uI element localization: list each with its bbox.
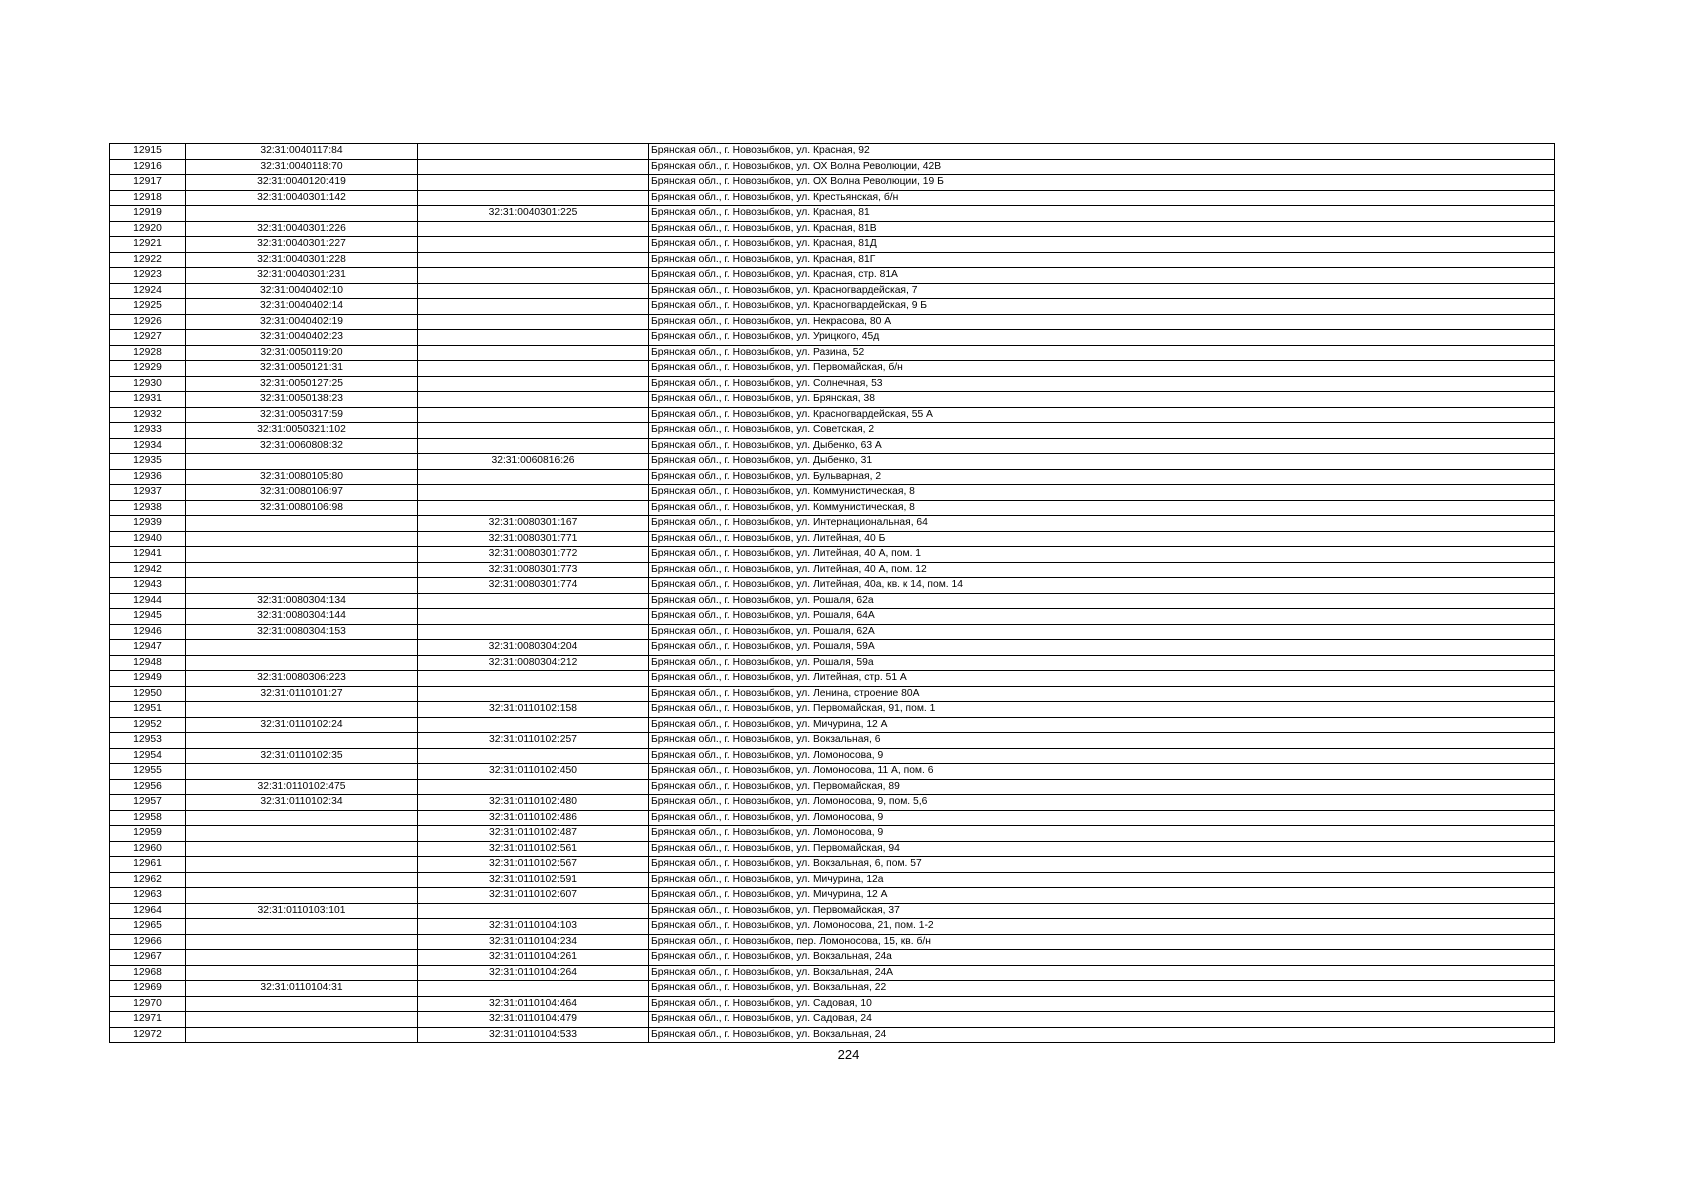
cadastral-number-cell: 32:31:0050127:25	[186, 376, 418, 392]
address-cell: Брянская обл., г. Новозыбков, ул. Вокзальная, 24	[649, 1027, 1555, 1043]
cadastral-number-secondary-cell	[418, 361, 649, 377]
cadastral-number-cell	[186, 531, 418, 547]
address-cell: Брянская обл., г. Новозыбков, ул. Мичурина, 12 А	[649, 717, 1555, 733]
cadastral-number-cell: 32:31:0050119:20	[186, 345, 418, 361]
table-row	[110, 407, 1555, 423]
address-cell: Брянская обл., г. Новозыбков, ул. Ломоносова, 21, пом. 1-2	[649, 919, 1555, 935]
address-cell: Брянская обл., г. Новозыбков, ул. Красная, 81	[649, 206, 1555, 222]
row-number-cell: 12953	[110, 733, 186, 749]
row-number-cell: 12937	[110, 485, 186, 501]
row-number-cell: 12926	[110, 314, 186, 330]
row-number-cell: 12929	[110, 361, 186, 377]
address-cell: Брянская обл., г. Новозыбков, ул. Некрасова, 80 А	[649, 314, 1555, 330]
row-number-cell: 12940	[110, 531, 186, 547]
table-row	[110, 485, 1555, 501]
address-cell: Брянская обл., г. Новозыбков, ул. Коммунистическая, 8	[649, 485, 1555, 501]
table-row	[110, 562, 1555, 578]
row-number-cell: 12915	[110, 144, 186, 160]
row-number-cell: 12957	[110, 795, 186, 811]
cadastral-number-secondary-cell	[418, 299, 649, 315]
address-cell: Брянская обл., г. Новозыбков, ул. Вокзальная, 24а	[649, 950, 1555, 966]
row-number-cell: 12962	[110, 872, 186, 888]
cadastral-number-cell: 32:31:0050317:59	[186, 407, 418, 423]
cadastral-number-secondary-cell: 32:31:0110102:450	[418, 764, 649, 780]
address-cell: Брянская обл., г. Новозыбков, ул. Красногвардейская, 9 Б	[649, 299, 1555, 315]
cadastral-number-secondary-cell: 32:31:0110102:257	[418, 733, 649, 749]
cadastral-number-secondary-cell: 32:31:0110102:480	[418, 795, 649, 811]
row-number-cell: 12946	[110, 624, 186, 640]
cadastral-number-cell: 32:31:0040301:142	[186, 190, 418, 206]
table-row	[110, 578, 1555, 594]
address-cell: Брянская обл., г. Новозыбков, ул. Бульварная, 2	[649, 469, 1555, 485]
table-row	[110, 314, 1555, 330]
cadastral-number-secondary-cell	[418, 237, 649, 253]
row-number-cell: 12956	[110, 779, 186, 795]
address-cell: Брянская обл., г. Новозыбков, ул. Красная, 81В	[649, 221, 1555, 237]
row-number-cell: 12949	[110, 671, 186, 687]
cadastral-number-secondary-cell: 32:31:0110104:533	[418, 1027, 649, 1043]
cadastral-number-cell: 32:31:0040301:227	[186, 237, 418, 253]
cadastral-number-cell: 32:31:0110104:31	[186, 981, 418, 997]
row-number-cell: 12936	[110, 469, 186, 485]
cadastral-number-secondary-cell: 32:31:0110102:561	[418, 841, 649, 857]
cadastral-number-cell	[186, 996, 418, 1012]
cadastral-number-secondary-cell	[418, 190, 649, 206]
address-cell: Брянская обл., г. Новозыбков, ул. Литейная, 40 А, пом. 1	[649, 547, 1555, 563]
row-number-cell: 12925	[110, 299, 186, 315]
address-cell: Брянская обл., г. Новозыбков, ул. ОХ Волна Революции, 42В	[649, 159, 1555, 175]
address-cell: Брянская обл., г. Новозыбков, ул. Дыбенко, 63 А	[649, 438, 1555, 454]
table-row	[110, 934, 1555, 950]
table-row	[110, 655, 1555, 671]
address-cell: Брянская обл., г. Новозыбков, ул. Разина, 52	[649, 345, 1555, 361]
table-row	[110, 423, 1555, 439]
table-row	[110, 237, 1555, 253]
table-row	[110, 624, 1555, 640]
table-row	[110, 252, 1555, 268]
row-number-cell: 12931	[110, 392, 186, 408]
row-number-cell: 12941	[110, 547, 186, 563]
cadastral-number-cell: 32:31:0110103:101	[186, 903, 418, 919]
address-cell: Брянская обл., г. Новозыбков, ул. Литейная, стр. 51 А	[649, 671, 1555, 687]
row-number-cell: 12932	[110, 407, 186, 423]
cadastral-number-secondary-cell	[418, 717, 649, 733]
cadastral-number-cell: 32:31:0050321:102	[186, 423, 418, 439]
cadastral-number-cell: 32:31:0080304:134	[186, 593, 418, 609]
cadastral-number-cell: 32:31:0050121:31	[186, 361, 418, 377]
cadastral-number-cell: 32:31:0110101:27	[186, 686, 418, 702]
row-number-cell: 12968	[110, 965, 186, 981]
row-number-cell: 12943	[110, 578, 186, 594]
row-number-cell: 12930	[110, 376, 186, 392]
table-row	[110, 857, 1555, 873]
row-number-cell: 12939	[110, 516, 186, 532]
row-number-cell: 12923	[110, 268, 186, 284]
address-cell: Брянская обл., г. Новозыбков, ул. Первомайская, 89	[649, 779, 1555, 795]
address-cell: Брянская обл., г. Новозыбков, ул. Первомайская, 37	[649, 903, 1555, 919]
cadastral-number-cell	[186, 841, 418, 857]
address-cell: Брянская обл., г. Новозыбков, ул. Вокзальная, 6	[649, 733, 1555, 749]
row-number-cell: 12955	[110, 764, 186, 780]
cadastral-number-secondary-cell	[418, 469, 649, 485]
cadastral-number-secondary-cell	[418, 252, 649, 268]
cadastral-number-secondary-cell: 32:31:0080301:773	[418, 562, 649, 578]
address-cell: Брянская обл., г. Новозыбков, ул. Первомайская, 94	[649, 841, 1555, 857]
cadastral-number-secondary-cell	[418, 423, 649, 439]
row-number-cell: 12916	[110, 159, 186, 175]
cadastral-number-cell: 32:31:0050138:23	[186, 392, 418, 408]
cadastral-number-secondary-cell	[418, 779, 649, 795]
cadastral-number-secondary-cell: 32:31:0110104:234	[418, 934, 649, 950]
table-row	[110, 299, 1555, 315]
cadastral-number-cell	[186, 655, 418, 671]
row-number-cell: 12958	[110, 810, 186, 826]
table-row	[110, 903, 1555, 919]
cadastral-number-cell	[186, 950, 418, 966]
table-row	[110, 826, 1555, 842]
address-cell: Брянская обл., г. Новозыбков, ул. Рошаля, 59А	[649, 640, 1555, 656]
row-number-cell: 12967	[110, 950, 186, 966]
table-row	[110, 531, 1555, 547]
cadastral-number-secondary-cell	[418, 330, 649, 346]
cadastral-number-secondary-cell	[418, 686, 649, 702]
address-cell: Брянская обл., г. Новозыбков, ул. Красная, стр. 81А	[649, 268, 1555, 284]
cadastral-number-cell: 32:31:0110102:475	[186, 779, 418, 795]
cadastral-number-secondary-cell	[418, 407, 649, 423]
cadastral-number-secondary-cell	[418, 593, 649, 609]
row-number-cell: 12927	[110, 330, 186, 346]
row-number-cell: 12922	[110, 252, 186, 268]
cadastral-number-cell	[186, 578, 418, 594]
cadastral-number-cell	[186, 965, 418, 981]
address-cell: Брянская обл., г. Новозыбков, ул. Дыбенко, 31	[649, 454, 1555, 470]
address-cell: Брянская обл., г. Новозыбков, ул. Рошаля, 62а	[649, 593, 1555, 609]
table-row	[110, 221, 1555, 237]
row-number-cell: 12942	[110, 562, 186, 578]
cadastral-number-secondary-cell: 32:31:0080301:771	[418, 531, 649, 547]
cadastral-number-secondary-cell: 32:31:0110104:479	[418, 1012, 649, 1028]
cadastral-number-secondary-cell: 32:31:0060816:26	[418, 454, 649, 470]
cadastral-number-secondary-cell: 32:31:0110102:487	[418, 826, 649, 842]
address-cell: Брянская обл., г. Новозыбков, ул. Вокзальная, 24А	[649, 965, 1555, 981]
table-row	[110, 640, 1555, 656]
address-cell: Брянская обл., г. Новозыбков, ул. Ломоносова, 9	[649, 748, 1555, 764]
cadastral-number-secondary-cell	[418, 624, 649, 640]
row-number-cell: 12921	[110, 237, 186, 253]
address-cell: Брянская обл., г. Новозыбков, ул. Рошаля, 59а	[649, 655, 1555, 671]
row-number-cell: 12918	[110, 190, 186, 206]
cadastral-number-cell	[186, 1012, 418, 1028]
page-number: 224	[837, 1047, 860, 1062]
cadastral-number-cell	[186, 857, 418, 873]
row-number-cell: 12933	[110, 423, 186, 439]
cadastral-number-cell: 32:31:0040402:10	[186, 283, 418, 299]
cadastral-number-secondary-cell: 32:31:0110102:607	[418, 888, 649, 904]
cadastral-number-secondary-cell	[418, 376, 649, 392]
address-cell: Брянская обл., г. Новозыбков, ул. Солнечная, 53	[649, 376, 1555, 392]
cadastral-number-cell: 32:31:0060808:32	[186, 438, 418, 454]
table-row	[110, 144, 1555, 160]
table-row	[110, 330, 1555, 346]
cadastral-number-cell: 32:31:0040117:84	[186, 144, 418, 160]
cadastral-number-secondary-cell	[418, 903, 649, 919]
cadastral-number-secondary-cell	[418, 268, 649, 284]
cadastral-number-cell: 32:31:0040118:70	[186, 159, 418, 175]
cadastral-number-secondary-cell: 32:31:0110102:591	[418, 872, 649, 888]
cadastral-number-secondary-cell: 32:31:0080301:772	[418, 547, 649, 563]
row-number-cell: 12965	[110, 919, 186, 935]
address-cell: Брянская обл., г. Новозыбков, ул. Крестьянская, б/н	[649, 190, 1555, 206]
row-number-cell: 12963	[110, 888, 186, 904]
table-row	[110, 779, 1555, 795]
address-cell: Брянская обл., г. Новозыбков, ул. Коммунистическая, 8	[649, 500, 1555, 516]
table-row	[110, 547, 1555, 563]
table-row	[110, 438, 1555, 454]
cadastral-number-cell: 32:31:0040301:228	[186, 252, 418, 268]
table-row	[110, 283, 1555, 299]
row-number-cell: 12944	[110, 593, 186, 609]
cadastral-number-secondary-cell: 32:31:0080301:774	[418, 578, 649, 594]
cadastral-number-secondary-cell	[418, 485, 649, 501]
table-row	[110, 516, 1555, 532]
table-row	[110, 795, 1555, 811]
address-cell: Брянская обл., г. Новозыбков, ул. Ломоносова, 11 А, пом. 6	[649, 764, 1555, 780]
cadastral-number-cell: 32:31:0110102:34	[186, 795, 418, 811]
table-row	[110, 376, 1555, 392]
cadastral-number-secondary-cell	[418, 144, 649, 160]
table-row	[110, 500, 1555, 516]
table-row	[110, 268, 1555, 284]
cadastral-number-cell: 32:31:0040402:19	[186, 314, 418, 330]
cadastral-number-secondary-cell	[418, 283, 649, 299]
row-number-cell: 12971	[110, 1012, 186, 1028]
cadastral-number-secondary-cell: 32:31:0110102:486	[418, 810, 649, 826]
cadastral-number-secondary-cell	[418, 748, 649, 764]
table-row	[110, 981, 1555, 997]
cadastral-number-secondary-cell: 32:31:0080304:204	[418, 640, 649, 656]
cadastral-number-secondary-cell	[418, 175, 649, 191]
address-cell: Брянская обл., г. Новозыбков, ул. Урицкого, 45д	[649, 330, 1555, 346]
address-cell: Брянская обл., г. Новозыбков, ул. ОХ Волна Революции, 19 Б	[649, 175, 1555, 191]
table-row	[110, 671, 1555, 687]
cadastral-number-cell: 32:31:0040120:419	[186, 175, 418, 191]
cadastral-number-secondary-cell: 32:31:0110102:158	[418, 702, 649, 718]
table-row	[110, 733, 1555, 749]
table-row	[110, 175, 1555, 191]
table-row	[110, 206, 1555, 222]
address-cell: Брянская обл., г. Новозыбков, ул. Первомайская, 91, пом. 1	[649, 702, 1555, 718]
row-number-cell: 12970	[110, 996, 186, 1012]
table-row	[110, 1027, 1555, 1043]
address-cell: Брянская обл., г. Новозыбков, ул. Первомайская, б/н	[649, 361, 1555, 377]
row-number-cell: 12919	[110, 206, 186, 222]
address-cell: Брянская обл., г. Новозыбков, ул. Ломоносова, 9, пом. 5,6	[649, 795, 1555, 811]
table-row	[110, 392, 1555, 408]
cadastral-number-cell: 32:31:0040301:231	[186, 268, 418, 284]
cadastral-number-cell	[186, 733, 418, 749]
cadastral-number-cell	[186, 562, 418, 578]
cadastral-number-cell: 32:31:0080304:153	[186, 624, 418, 640]
cadastral-number-cell	[186, 206, 418, 222]
cadastral-number-cell: 32:31:0080105:80	[186, 469, 418, 485]
cadastral-number-secondary-cell: 32:31:0110104:261	[418, 950, 649, 966]
row-number-cell: 12938	[110, 500, 186, 516]
cadastral-number-cell	[186, 702, 418, 718]
table-row	[110, 190, 1555, 206]
address-cell: Брянская обл., г. Новозыбков, ул. Садовая, 10	[649, 996, 1555, 1012]
row-number-cell: 12948	[110, 655, 186, 671]
table-row	[110, 748, 1555, 764]
row-number-cell: 12952	[110, 717, 186, 733]
cadastral-number-secondary-cell: 32:31:0110102:567	[418, 857, 649, 873]
cadastral-number-cell: 32:31:0080306:223	[186, 671, 418, 687]
address-cell: Брянская обл., г. Новозыбков, ул. Брянская, 38	[649, 392, 1555, 408]
cadastral-number-secondary-cell	[418, 221, 649, 237]
address-cell: Брянская обл., г. Новозыбков, ул. Вокзальная, 6, пом. 57	[649, 857, 1555, 873]
row-number-cell: 12966	[110, 934, 186, 950]
cadastral-number-secondary-cell	[418, 500, 649, 516]
table-row	[110, 950, 1555, 966]
table-row	[110, 872, 1555, 888]
cadastral-number-secondary-cell	[418, 609, 649, 625]
table-row	[110, 345, 1555, 361]
table-row	[110, 919, 1555, 935]
row-number-cell: 12964	[110, 903, 186, 919]
cadastral-number-cell	[186, 1027, 418, 1043]
address-cell: Брянская обл., г. Новозыбков, ул. Рошаля, 62А	[649, 624, 1555, 640]
row-number-cell: 12972	[110, 1027, 186, 1043]
cadastral-number-secondary-cell	[418, 159, 649, 175]
cadastral-number-cell	[186, 826, 418, 842]
cadastral-number-secondary-cell: 32:31:0040301:225	[418, 206, 649, 222]
address-cell: Брянская обл., г. Новозыбков, ул. Литейная, 40 Б	[649, 531, 1555, 547]
row-number-cell: 12920	[110, 221, 186, 237]
cadastral-number-cell: 32:31:0080106:97	[186, 485, 418, 501]
cadastral-number-cell: 32:31:0080106:98	[186, 500, 418, 516]
cadastral-number-secondary-cell	[418, 981, 649, 997]
cadastral-number-cell: 32:31:0040301:226	[186, 221, 418, 237]
table-row	[110, 996, 1555, 1012]
row-number-cell: 12947	[110, 640, 186, 656]
cadastral-number-cell	[186, 810, 418, 826]
table-row	[110, 454, 1555, 470]
row-number-cell: 12951	[110, 702, 186, 718]
cadastral-number-cell	[186, 934, 418, 950]
cadastral-number-cell: 32:31:0110102:35	[186, 748, 418, 764]
cadastral-number-cell	[186, 872, 418, 888]
row-number-cell: 12959	[110, 826, 186, 842]
table-row	[110, 1012, 1555, 1028]
row-number-cell: 12935	[110, 454, 186, 470]
address-cell: Брянская обл., г. Новозыбков, ул. Красная, 92	[649, 144, 1555, 160]
address-cell: Брянская обл., г. Новозыбков, ул. Рошаля, 64А	[649, 609, 1555, 625]
cadastral-number-secondary-cell	[418, 671, 649, 687]
cadastral-number-cell: 32:31:0040402:23	[186, 330, 418, 346]
row-number-cell: 12934	[110, 438, 186, 454]
cadastral-number-secondary-cell	[418, 392, 649, 408]
cadastral-number-secondary-cell: 32:31:0080304:212	[418, 655, 649, 671]
address-cell: Брянская обл., г. Новозыбков, ул. Красная, 81Д	[649, 237, 1555, 253]
address-cell: Брянская обл., г. Новозыбков, пер. Ломоносова, 15, кв. б/н	[649, 934, 1555, 950]
cadastral-number-cell: 32:31:0080304:144	[186, 609, 418, 625]
address-cell: Брянская обл., г. Новозыбков, ул. Мичурина, 12а	[649, 872, 1555, 888]
address-cell: Брянская обл., г. Новозыбков, ул. Советская, 2	[649, 423, 1555, 439]
address-cell: Брянская обл., г. Новозыбков, ул. Красногвардейская, 7	[649, 283, 1555, 299]
cadastral-number-secondary-cell: 32:31:0080301:167	[418, 516, 649, 532]
address-cell: Брянская обл., г. Новозыбков, ул. Ломоносова, 9	[649, 826, 1555, 842]
registry-table-body	[110, 144, 1555, 1043]
cadastral-number-cell	[186, 454, 418, 470]
cadastral-number-cell: 32:31:0040402:14	[186, 299, 418, 315]
registry-table	[109, 143, 1555, 1043]
row-number-cell: 12969	[110, 981, 186, 997]
address-cell: Брянская обл., г. Новозыбков, ул. Литейная, 40 А, пом. 12	[649, 562, 1555, 578]
cadastral-number-cell: 32:31:0110102:24	[186, 717, 418, 733]
row-number-cell: 12961	[110, 857, 186, 873]
row-number-cell: 12950	[110, 686, 186, 702]
cadastral-number-cell	[186, 888, 418, 904]
address-cell: Брянская обл., г. Новозыбков, ул. Вокзальная, 22	[649, 981, 1555, 997]
table-row	[110, 361, 1555, 377]
table-row	[110, 717, 1555, 733]
row-number-cell: 12954	[110, 748, 186, 764]
cadastral-number-secondary-cell	[418, 345, 649, 361]
cadastral-number-secondary-cell: 32:31:0110104:103	[418, 919, 649, 935]
table-row	[110, 469, 1555, 485]
row-number-cell: 12917	[110, 175, 186, 191]
address-cell: Брянская обл., г. Новозыбков, ул. Садовая, 24	[649, 1012, 1555, 1028]
table-row	[110, 593, 1555, 609]
cadastral-number-secondary-cell	[418, 438, 649, 454]
table-row	[110, 888, 1555, 904]
table-row	[110, 159, 1555, 175]
cadastral-number-cell	[186, 640, 418, 656]
cadastral-number-secondary-cell: 32:31:0110104:464	[418, 996, 649, 1012]
cadastral-number-cell	[186, 764, 418, 780]
cadastral-number-secondary-cell	[418, 314, 649, 330]
table-row	[110, 841, 1555, 857]
address-cell: Брянская обл., г. Новозыбков, ул. Мичурина, 12 А	[649, 888, 1555, 904]
address-cell: Брянская обл., г. Новозыбков, ул. Интернациональная, 64	[649, 516, 1555, 532]
table-row	[110, 810, 1555, 826]
table-row	[110, 702, 1555, 718]
row-number-cell: 12928	[110, 345, 186, 361]
cadastral-number-cell	[186, 919, 418, 935]
address-cell: Брянская обл., г. Новозыбков, ул. Ленина, строение 80А	[649, 686, 1555, 702]
cadastral-number-cell	[186, 516, 418, 532]
cadastral-number-cell	[186, 547, 418, 563]
table-row	[110, 965, 1555, 981]
row-number-cell: 12945	[110, 609, 186, 625]
address-cell: Брянская обл., г. Новозыбков, ул. Красногвардейская, 55 А	[649, 407, 1555, 423]
address-cell: Брянская обл., г. Новозыбков, ул. Литейная, 40а, кв. к 14, пом. 14	[649, 578, 1555, 594]
table-row	[110, 686, 1555, 702]
address-cell: Брянская обл., г. Новозыбков, ул. Красная, 81Г	[649, 252, 1555, 268]
row-number-cell: 12960	[110, 841, 186, 857]
address-cell: Брянская обл., г. Новозыбков, ул. Ломоносова, 9	[649, 810, 1555, 826]
table-row	[110, 764, 1555, 780]
row-number-cell: 12924	[110, 283, 186, 299]
cadastral-number-secondary-cell: 32:31:0110104:264	[418, 965, 649, 981]
table-row	[110, 609, 1555, 625]
